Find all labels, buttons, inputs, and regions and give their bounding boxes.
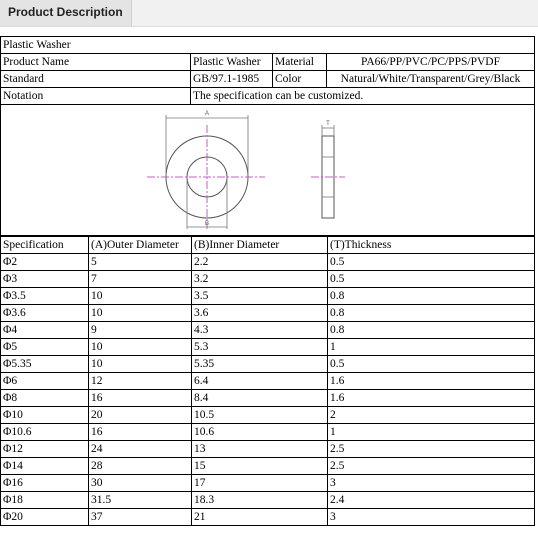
- table-row: [1, 322, 535, 339]
- table-row: [1, 254, 535, 271]
- table-row: [1, 305, 535, 322]
- spec-cell-outer-diameter: 12: [89, 373, 192, 390]
- spec-cell-thickness: 2.4: [328, 492, 535, 509]
- spec-cell-specification: Φ5: [1, 339, 89, 356]
- table-row: [1, 339, 535, 356]
- standard-label: Standard: [1, 71, 191, 88]
- notation-row: [1, 88, 535, 105]
- spec-cell-specification: Φ3: [1, 271, 89, 288]
- spec-cell-inner-diameter: 2.2: [192, 254, 328, 271]
- table-row: [1, 356, 535, 373]
- spec-cell-outer-diameter: 31.5: [89, 492, 192, 509]
- spec-cell-specification: Φ16: [1, 475, 89, 492]
- product-info-table: [0, 36, 535, 236]
- spec-cell-thickness: 1: [328, 424, 535, 441]
- product-title: Plastic Washer: [1, 37, 535, 54]
- spec-cell-inner-diameter: 18.3: [192, 492, 328, 509]
- drawing-row: [1, 105, 535, 236]
- table-row: [1, 288, 535, 305]
- spec-cell-outer-diameter: 10: [89, 305, 192, 322]
- spec-cell-inner-diameter: 10.6: [192, 424, 328, 441]
- spec-cell-specification: Φ5.35: [1, 356, 89, 373]
- washer-technical-drawing: [1, 105, 533, 235]
- spec-cell-thickness: 0.8: [328, 305, 535, 322]
- standard-value: GB/97.1-1985: [191, 71, 273, 88]
- spec-cell-specification: Φ10.6: [1, 424, 89, 441]
- spec-cell-inner-diameter: 8.4: [192, 390, 328, 407]
- spec-cell-outer-diameter: 16: [89, 424, 192, 441]
- spec-cell-thickness: 1.6: [328, 390, 535, 407]
- table-row: [1, 390, 535, 407]
- dimension-label-t: T: [326, 121, 330, 127]
- spec-cell-thickness: 0.5: [328, 356, 535, 373]
- header-thickness: (T)Thickness: [328, 237, 535, 254]
- table-row: [1, 424, 535, 441]
- spec-cell-inner-diameter: 10.5: [192, 407, 328, 424]
- table-row: [1, 475, 535, 492]
- notation-value: The specification can be customized.: [191, 88, 535, 105]
- spec-cell-inner-diameter: 3.2: [192, 271, 328, 288]
- spec-cell-specification: Φ14: [1, 458, 89, 475]
- spec-cell-inner-diameter: 3.6: [192, 305, 328, 322]
- spec-cell-thickness: 1.6: [328, 373, 535, 390]
- spec-cell-outer-diameter: 10: [89, 339, 192, 356]
- spec-cell-outer-diameter: 37: [89, 509, 192, 526]
- spec-cell-inner-diameter: 17: [192, 475, 328, 492]
- standard-row: [1, 71, 535, 88]
- spec-cell-thickness: 0.5: [328, 254, 535, 271]
- spec-cell-specification: Φ3.6: [1, 305, 89, 322]
- spec-cell-specification: Φ10: [1, 407, 89, 424]
- spec-cell-thickness: 2.5: [328, 458, 535, 475]
- spec-cell-thickness: 2: [328, 407, 535, 424]
- spec-cell-outer-diameter: 7: [89, 271, 192, 288]
- spec-cell-specification: Φ18: [1, 492, 89, 509]
- spec-cell-specification: Φ3.5: [1, 288, 89, 305]
- table-row: [1, 271, 535, 288]
- spec-cell-outer-diameter: 20: [89, 407, 192, 424]
- spec-header-row: [1, 237, 535, 254]
- product-name-label: Product Name: [1, 54, 191, 71]
- tab-bar: [0, 0, 538, 27]
- spec-cell-outer-diameter: 16: [89, 390, 192, 407]
- header-specification: Specification: [1, 237, 89, 254]
- spec-cell-outer-diameter: 10: [89, 356, 192, 373]
- spec-cell-thickness: 0.8: [328, 288, 535, 305]
- spec-cell-inner-diameter: 13: [192, 441, 328, 458]
- tab-product-description[interactable]: Product Description: [0, 0, 132, 26]
- spec-cell-inner-diameter: 4.3: [192, 322, 328, 339]
- color-label: Color: [273, 71, 327, 88]
- spec-cell-inner-diameter: 3.5: [192, 288, 328, 305]
- product-name-value: Plastic Washer: [191, 54, 273, 71]
- spec-cell-thickness: 3: [328, 475, 535, 492]
- header-inner-diameter: (B)Inner Diameter: [192, 237, 328, 254]
- specification-table: [0, 236, 535, 526]
- spec-cell-specification: Φ20: [1, 509, 89, 526]
- product-name-row: [1, 54, 535, 71]
- material-value: PA66/PP/PVC/PC/PPS/PVDF: [327, 54, 535, 71]
- table-row: [1, 492, 535, 509]
- spec-cell-thickness: 0.5: [328, 271, 535, 288]
- product-title-row: [1, 37, 535, 54]
- spec-cell-specification: Φ2: [1, 254, 89, 271]
- spec-cell-outer-diameter: 28: [89, 458, 192, 475]
- dimension-label-a: A: [204, 111, 210, 117]
- material-label: Material: [273, 54, 327, 71]
- header-outer-diameter: (A)Outer Diameter: [89, 237, 192, 254]
- table-row: [1, 458, 535, 475]
- notation-label: Notation: [1, 88, 191, 105]
- spec-cell-outer-diameter: 10: [89, 288, 192, 305]
- dimension-label-b: B: [204, 221, 210, 227]
- spec-cell-outer-diameter: 5: [89, 254, 192, 271]
- spec-cell-outer-diameter: 30: [89, 475, 192, 492]
- spec-table-body: [1, 254, 535, 526]
- table-row: [1, 509, 535, 526]
- spec-cell-inner-diameter: 6.4: [192, 373, 328, 390]
- spec-cell-specification: Φ8: [1, 390, 89, 407]
- spec-cell-thickness: 1: [328, 339, 535, 356]
- spec-cell-thickness: 0.8: [328, 322, 535, 339]
- spec-cell-specification: Φ4: [1, 322, 89, 339]
- color-value: Natural/White/Transparent/Grey/Black: [327, 71, 535, 88]
- table-row: [1, 373, 535, 390]
- spec-cell-thickness: 3: [328, 509, 535, 526]
- table-row: [1, 441, 535, 458]
- spec-cell-outer-diameter: 9: [89, 322, 192, 339]
- spec-cell-specification: Φ6: [1, 373, 89, 390]
- spec-cell-specification: Φ12: [1, 441, 89, 458]
- spec-cell-thickness: 2.5: [328, 441, 535, 458]
- spec-cell-inner-diameter: 21: [192, 509, 328, 526]
- washer-drawing-cell: [1, 105, 535, 236]
- spec-cell-inner-diameter: 5.35: [192, 356, 328, 373]
- product-description-content: [0, 36, 538, 526]
- spec-cell-inner-diameter: 5.3: [192, 339, 328, 356]
- spec-cell-outer-diameter: 24: [89, 441, 192, 458]
- table-row: [1, 407, 535, 424]
- spec-cell-inner-diameter: 15: [192, 458, 328, 475]
